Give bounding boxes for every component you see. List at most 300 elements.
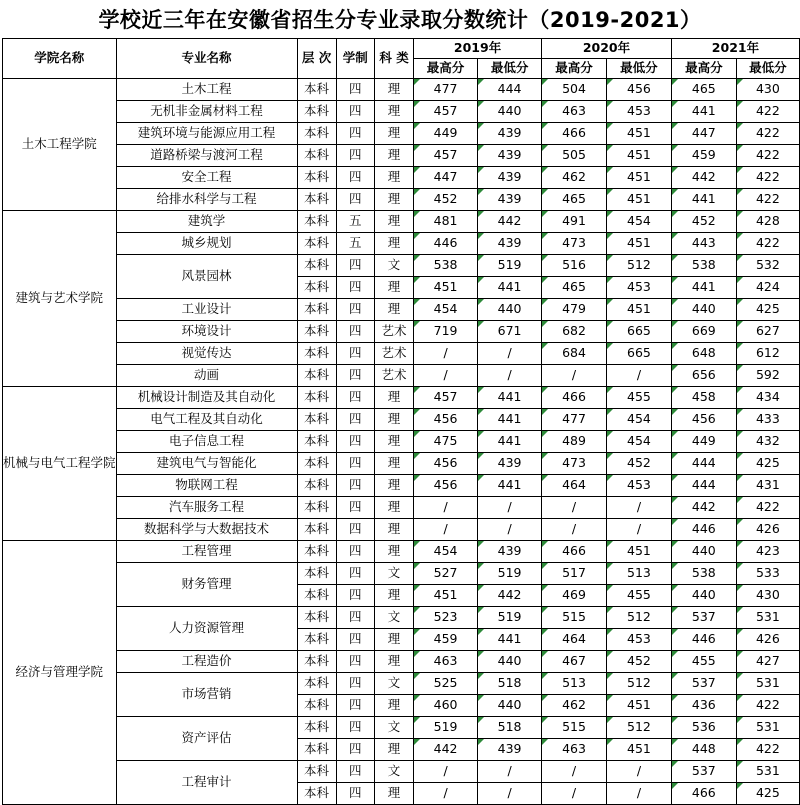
score-2019-min: 440	[478, 695, 542, 717]
score-2021-max: 444	[671, 453, 736, 475]
score-2019-max: 523	[414, 607, 478, 629]
major-cell: 市场营销	[116, 673, 297, 717]
header-college: 学院名称	[3, 39, 117, 79]
score-2019-max: 451	[414, 277, 478, 299]
score-2019-max: 459	[414, 629, 478, 651]
score-2021-min: 425	[736, 783, 799, 805]
table-row	[3, 541, 800, 563]
score-2019-max: /	[414, 519, 478, 541]
major-cell: 动画	[116, 365, 297, 387]
score-2020-max: 479	[542, 299, 607, 321]
duration-cell: 四	[336, 299, 375, 321]
table-row	[3, 167, 800, 189]
duration-cell: 四	[336, 497, 375, 519]
level-cell: 本科	[297, 233, 336, 255]
score-2021-min: 425	[736, 453, 799, 475]
score-2021-min: 422	[736, 101, 799, 123]
major-cell: 机械设计制造及其自动化	[116, 387, 297, 409]
table-row	[3, 321, 800, 343]
score-2019-min: 440	[478, 101, 542, 123]
score-2019-min: 519	[478, 607, 542, 629]
table-row	[3, 189, 800, 211]
score-2019-min: 442	[478, 211, 542, 233]
score-2019-min: 441	[478, 277, 542, 299]
score-2021-max: 449	[671, 431, 736, 453]
subject-cell: 理	[375, 123, 414, 145]
subject-cell: 理	[375, 387, 414, 409]
score-2019-max: 451	[414, 585, 478, 607]
score-2019-max: 446	[414, 233, 478, 255]
score-2020-min: 456	[606, 79, 671, 101]
score-2020-min: 453	[606, 475, 671, 497]
score-2019-max: 719	[414, 321, 478, 343]
subject-cell: 理	[375, 453, 414, 475]
score-2020-max: 465	[542, 277, 607, 299]
major-cell: 视觉传达	[116, 343, 297, 365]
score-2021-min: 531	[736, 607, 799, 629]
score-2020-min: /	[606, 365, 671, 387]
duration-cell: 四	[336, 255, 375, 277]
subject-cell: 理	[375, 189, 414, 211]
subject-cell: 文	[375, 563, 414, 585]
level-cell: 本科	[297, 299, 336, 321]
subject-cell: 理	[375, 475, 414, 497]
score-2019-min: /	[478, 519, 542, 541]
score-2019-max: 449	[414, 123, 478, 145]
level-cell: 本科	[297, 79, 336, 101]
table-row	[3, 475, 800, 497]
score-2019-min: 441	[478, 629, 542, 651]
score-2021-max: 440	[671, 299, 736, 321]
score-2021-min: 434	[736, 387, 799, 409]
level-cell: 本科	[297, 409, 336, 431]
table-row	[3, 673, 800, 695]
score-2021-max: 537	[671, 607, 736, 629]
score-2020-min: 665	[606, 321, 671, 343]
score-2019-min: /	[478, 783, 542, 805]
subject-cell: 理	[375, 541, 414, 563]
score-2019-max: 457	[414, 387, 478, 409]
score-2020-max: 462	[542, 695, 607, 717]
score-2021-min: 422	[736, 167, 799, 189]
major-cell: 电气工程及其自动化	[116, 409, 297, 431]
subject-cell: 文	[375, 717, 414, 739]
subject-cell: 理	[375, 211, 414, 233]
score-2021-max: 446	[671, 629, 736, 651]
score-2019-max: 454	[414, 541, 478, 563]
page-title: 学校近三年在安徽省招生分专业录取分数统计（2019-2021）	[98, 8, 702, 32]
score-2021-max: 669	[671, 321, 736, 343]
duration-cell: 四	[336, 629, 375, 651]
score-2021-max: 538	[671, 563, 736, 585]
level-cell: 本科	[297, 541, 336, 563]
subject-cell: 理	[375, 299, 414, 321]
table-row	[3, 761, 800, 783]
score-2020-max: /	[542, 783, 607, 805]
score-2021-min: 612	[736, 343, 799, 365]
score-2021-max: 466	[671, 783, 736, 805]
duration-cell: 四	[336, 167, 375, 189]
score-2021-max: 455	[671, 651, 736, 673]
level-cell: 本科	[297, 607, 336, 629]
major-cell: 道路桥梁与渡河工程	[116, 145, 297, 167]
duration-cell: 四	[336, 101, 375, 123]
score-2020-min: 452	[606, 651, 671, 673]
subject-cell: 理	[375, 585, 414, 607]
score-2020-min: 451	[606, 299, 671, 321]
duration-cell: 四	[336, 695, 375, 717]
subject-cell: 文	[375, 255, 414, 277]
score-2020-max: /	[542, 519, 607, 541]
score-2020-max: 469	[542, 585, 607, 607]
score-2021-max: 456	[671, 409, 736, 431]
major-cell: 土木工程	[116, 79, 297, 101]
major-cell: 资产评估	[116, 717, 297, 761]
score-2020-max: 477	[542, 409, 607, 431]
score-2021-min: 531	[736, 761, 799, 783]
score-2021-max: 440	[671, 585, 736, 607]
duration-cell: 四	[336, 277, 375, 299]
score-2021-min: 422	[736, 189, 799, 211]
score-2021-min: 531	[736, 673, 799, 695]
level-cell: 本科	[297, 277, 336, 299]
duration-cell: 四	[336, 761, 375, 783]
table-row	[3, 299, 800, 321]
college-cell: 机械与电气工程学院	[3, 387, 117, 541]
score-2021-max: 648	[671, 343, 736, 365]
score-2020-max: 513	[542, 673, 607, 695]
score-2021-max: 442	[671, 167, 736, 189]
subject-cell: 文	[375, 607, 414, 629]
score-2020-max: 473	[542, 233, 607, 255]
score-2020-min: 452	[606, 453, 671, 475]
level-cell: 本科	[297, 321, 336, 343]
level-cell: 本科	[297, 519, 336, 541]
major-cell: 建筑学	[116, 211, 297, 233]
score-2019-min: 439	[478, 123, 542, 145]
score-2021-max: 446	[671, 519, 736, 541]
score-2019-min: 441	[478, 475, 542, 497]
score-2019-min: 441	[478, 409, 542, 431]
score-2019-max: 456	[414, 453, 478, 475]
score-2020-min: 453	[606, 629, 671, 651]
level-cell: 本科	[297, 211, 336, 233]
level-cell: 本科	[297, 431, 336, 453]
level-cell: 本科	[297, 629, 336, 651]
table-row	[3, 343, 800, 365]
score-2020-max: 682	[542, 321, 607, 343]
major-cell: 建筑环境与能源应用工程	[116, 123, 297, 145]
score-2021-max: 440	[671, 541, 736, 563]
score-2021-min: 422	[736, 123, 799, 145]
score-2019-min: 439	[478, 233, 542, 255]
score-2020-min: 512	[606, 255, 671, 277]
score-2021-min: 422	[736, 145, 799, 167]
score-2019-max: /	[414, 343, 478, 365]
major-cell: 财务管理	[116, 563, 297, 607]
score-2021-min: 627	[736, 321, 799, 343]
score-2019-min: 518	[478, 673, 542, 695]
duration-cell: 四	[336, 651, 375, 673]
level-cell: 本科	[297, 365, 336, 387]
score-2021-min: 422	[736, 695, 799, 717]
table-row	[3, 453, 800, 475]
score-2021-min: 425	[736, 299, 799, 321]
subject-cell: 理	[375, 277, 414, 299]
score-2019-min: 518	[478, 717, 542, 739]
table-row	[3, 211, 800, 233]
level-cell: 本科	[297, 761, 336, 783]
score-2020-max: 466	[542, 541, 607, 563]
score-2020-max: 516	[542, 255, 607, 277]
score-2020-max: 489	[542, 431, 607, 453]
score-2019-max: 481	[414, 211, 478, 233]
subject-cell: 理	[375, 167, 414, 189]
subject-cell: 艺术	[375, 321, 414, 343]
score-2019-max: 456	[414, 409, 478, 431]
score-2020-min: 451	[606, 695, 671, 717]
score-2019-max: 457	[414, 145, 478, 167]
score-2019-max: /	[414, 497, 478, 519]
subject-cell: 理	[375, 739, 414, 761]
subject-cell: 理	[375, 651, 414, 673]
score-2019-min: /	[478, 343, 542, 365]
level-cell: 本科	[297, 695, 336, 717]
major-cell: 人力资源管理	[116, 607, 297, 651]
header-year-2020: 2020年	[542, 39, 672, 59]
score-2020-max: /	[542, 365, 607, 387]
header-max: 最高分	[414, 59, 478, 79]
score-2019-max: 527	[414, 563, 478, 585]
subject-cell: 艺术	[375, 365, 414, 387]
subject-cell: 理	[375, 783, 414, 805]
major-cell: 安全工程	[116, 167, 297, 189]
duration-cell: 四	[336, 585, 375, 607]
major-cell: 建筑电气与智能化	[116, 453, 297, 475]
score-2019-min: 441	[478, 387, 542, 409]
score-2019-min: /	[478, 365, 542, 387]
subject-cell: 理	[375, 145, 414, 167]
subject-cell: 理	[375, 519, 414, 541]
score-2021-min: 427	[736, 651, 799, 673]
level-cell: 本科	[297, 475, 336, 497]
admission-scores-table	[2, 38, 800, 805]
score-2021-min: 432	[736, 431, 799, 453]
duration-cell: 四	[336, 365, 375, 387]
score-2019-max: /	[414, 365, 478, 387]
score-2021-max: 459	[671, 145, 736, 167]
score-2019-min: 519	[478, 255, 542, 277]
score-2019-max: /	[414, 761, 478, 783]
subject-cell: 艺术	[375, 343, 414, 365]
score-2020-max: 464	[542, 629, 607, 651]
score-2019-max: 477	[414, 79, 478, 101]
header-min: 最低分	[478, 59, 542, 79]
score-2019-min: 439	[478, 167, 542, 189]
level-cell: 本科	[297, 585, 336, 607]
score-2021-max: 443	[671, 233, 736, 255]
score-2020-max: /	[542, 761, 607, 783]
score-2020-max: 684	[542, 343, 607, 365]
score-2020-max: 491	[542, 211, 607, 233]
score-2021-max: 447	[671, 123, 736, 145]
table-row	[3, 387, 800, 409]
subject-cell: 理	[375, 101, 414, 123]
score-2021-min: 426	[736, 629, 799, 651]
score-2019-min: 439	[478, 145, 542, 167]
table-row	[3, 431, 800, 453]
level-cell: 本科	[297, 123, 336, 145]
duration-cell: 四	[336, 387, 375, 409]
major-cell: 工程审计	[116, 761, 297, 805]
table-row	[3, 519, 800, 541]
score-2019-min: 439	[478, 739, 542, 761]
level-cell: 本科	[297, 101, 336, 123]
subject-cell: 理	[375, 497, 414, 519]
level-cell: 本科	[297, 145, 336, 167]
header-year-2019: 2019年	[414, 39, 542, 59]
score-2020-min: 451	[606, 739, 671, 761]
score-2019-max: 475	[414, 431, 478, 453]
score-2020-min: 451	[606, 167, 671, 189]
duration-cell: 四	[336, 321, 375, 343]
level-cell: 本科	[297, 783, 336, 805]
score-2021-max: 536	[671, 717, 736, 739]
header-year-2021: 2021年	[671, 39, 799, 59]
score-2019-max: 447	[414, 167, 478, 189]
score-2020-min: 665	[606, 343, 671, 365]
duration-cell: 五	[336, 233, 375, 255]
major-cell: 工程造价	[116, 651, 297, 673]
subject-cell: 文	[375, 761, 414, 783]
duration-cell: 四	[336, 673, 375, 695]
score-2021-max: 465	[671, 79, 736, 101]
score-2020-min: 455	[606, 387, 671, 409]
header-subject: 科 类	[375, 39, 414, 79]
score-2019-max: /	[414, 783, 478, 805]
score-2020-max: 464	[542, 475, 607, 497]
score-2021-min: 422	[736, 233, 799, 255]
score-2020-min: 451	[606, 145, 671, 167]
score-2020-max: 467	[542, 651, 607, 673]
subject-cell: 理	[375, 695, 414, 717]
score-2020-max: 465	[542, 189, 607, 211]
major-cell: 工业设计	[116, 299, 297, 321]
major-cell: 风景园林	[116, 255, 297, 299]
duration-cell: 五	[336, 211, 375, 233]
score-2020-min: 453	[606, 101, 671, 123]
table-row	[3, 145, 800, 167]
table-row	[3, 233, 800, 255]
score-2019-min: 439	[478, 189, 542, 211]
score-2019-min: 671	[478, 321, 542, 343]
score-2021-min: 433	[736, 409, 799, 431]
score-2020-max: 462	[542, 167, 607, 189]
table-row	[3, 79, 800, 101]
header-min: 最低分	[736, 59, 799, 79]
duration-cell: 四	[336, 453, 375, 475]
duration-cell: 四	[336, 541, 375, 563]
level-cell: 本科	[297, 739, 336, 761]
score-2019-max: 538	[414, 255, 478, 277]
table-row	[3, 409, 800, 431]
duration-cell: 四	[336, 409, 375, 431]
level-cell: 本科	[297, 387, 336, 409]
score-2021-min: 428	[736, 211, 799, 233]
score-2020-max: 463	[542, 739, 607, 761]
score-2020-min: 513	[606, 563, 671, 585]
score-2020-min: 451	[606, 123, 671, 145]
college-cell: 经济与管理学院	[3, 541, 117, 805]
table-row	[3, 365, 800, 387]
score-2019-max: 456	[414, 475, 478, 497]
major-cell: 环境设计	[116, 321, 297, 343]
score-2020-max: 505	[542, 145, 607, 167]
score-2020-max: 463	[542, 101, 607, 123]
level-cell: 本科	[297, 255, 336, 277]
duration-cell: 四	[336, 431, 375, 453]
score-2019-max: 442	[414, 739, 478, 761]
score-2019-max: 454	[414, 299, 478, 321]
level-cell: 本科	[297, 167, 336, 189]
score-2021-min: 430	[736, 79, 799, 101]
score-2020-min: 451	[606, 189, 671, 211]
subject-cell: 文	[375, 673, 414, 695]
score-2021-max: 538	[671, 255, 736, 277]
header-min: 最低分	[606, 59, 671, 79]
college-cell: 建筑与艺术学院	[3, 211, 117, 387]
score-2021-max: 656	[671, 365, 736, 387]
major-cell: 无机非金属材料工程	[116, 101, 297, 123]
score-2020-min: /	[606, 497, 671, 519]
score-2021-max: 441	[671, 277, 736, 299]
score-2021-max: 448	[671, 739, 736, 761]
score-2021-max: 537	[671, 761, 736, 783]
table-row	[3, 563, 800, 585]
duration-cell: 四	[336, 145, 375, 167]
score-2020-min: /	[606, 783, 671, 805]
duration-cell: 四	[336, 79, 375, 101]
duration-cell: 四	[336, 783, 375, 805]
score-2020-min: /	[606, 519, 671, 541]
score-2019-max: 460	[414, 695, 478, 717]
score-2021-min: 533	[736, 563, 799, 585]
score-2021-min: 532	[736, 255, 799, 277]
score-2020-max: 504	[542, 79, 607, 101]
major-cell: 物联网工程	[116, 475, 297, 497]
score-2020-max: 517	[542, 563, 607, 585]
score-2019-min: /	[478, 761, 542, 783]
score-2020-min: /	[606, 761, 671, 783]
level-cell: 本科	[297, 717, 336, 739]
score-2021-min: 592	[736, 365, 799, 387]
score-2020-min: 453	[606, 277, 671, 299]
score-2019-max: 519	[414, 717, 478, 739]
score-2021-max: 452	[671, 211, 736, 233]
score-2019-min: /	[478, 497, 542, 519]
subject-cell: 理	[375, 233, 414, 255]
header-max: 最高分	[671, 59, 736, 79]
subject-cell: 理	[375, 409, 414, 431]
table-row	[3, 497, 800, 519]
score-2020-max: 515	[542, 607, 607, 629]
score-2021-min: 423	[736, 541, 799, 563]
level-cell: 本科	[297, 497, 336, 519]
duration-cell: 四	[336, 189, 375, 211]
major-cell: 城乡规划	[116, 233, 297, 255]
duration-cell: 四	[336, 123, 375, 145]
score-2020-min: 454	[606, 409, 671, 431]
